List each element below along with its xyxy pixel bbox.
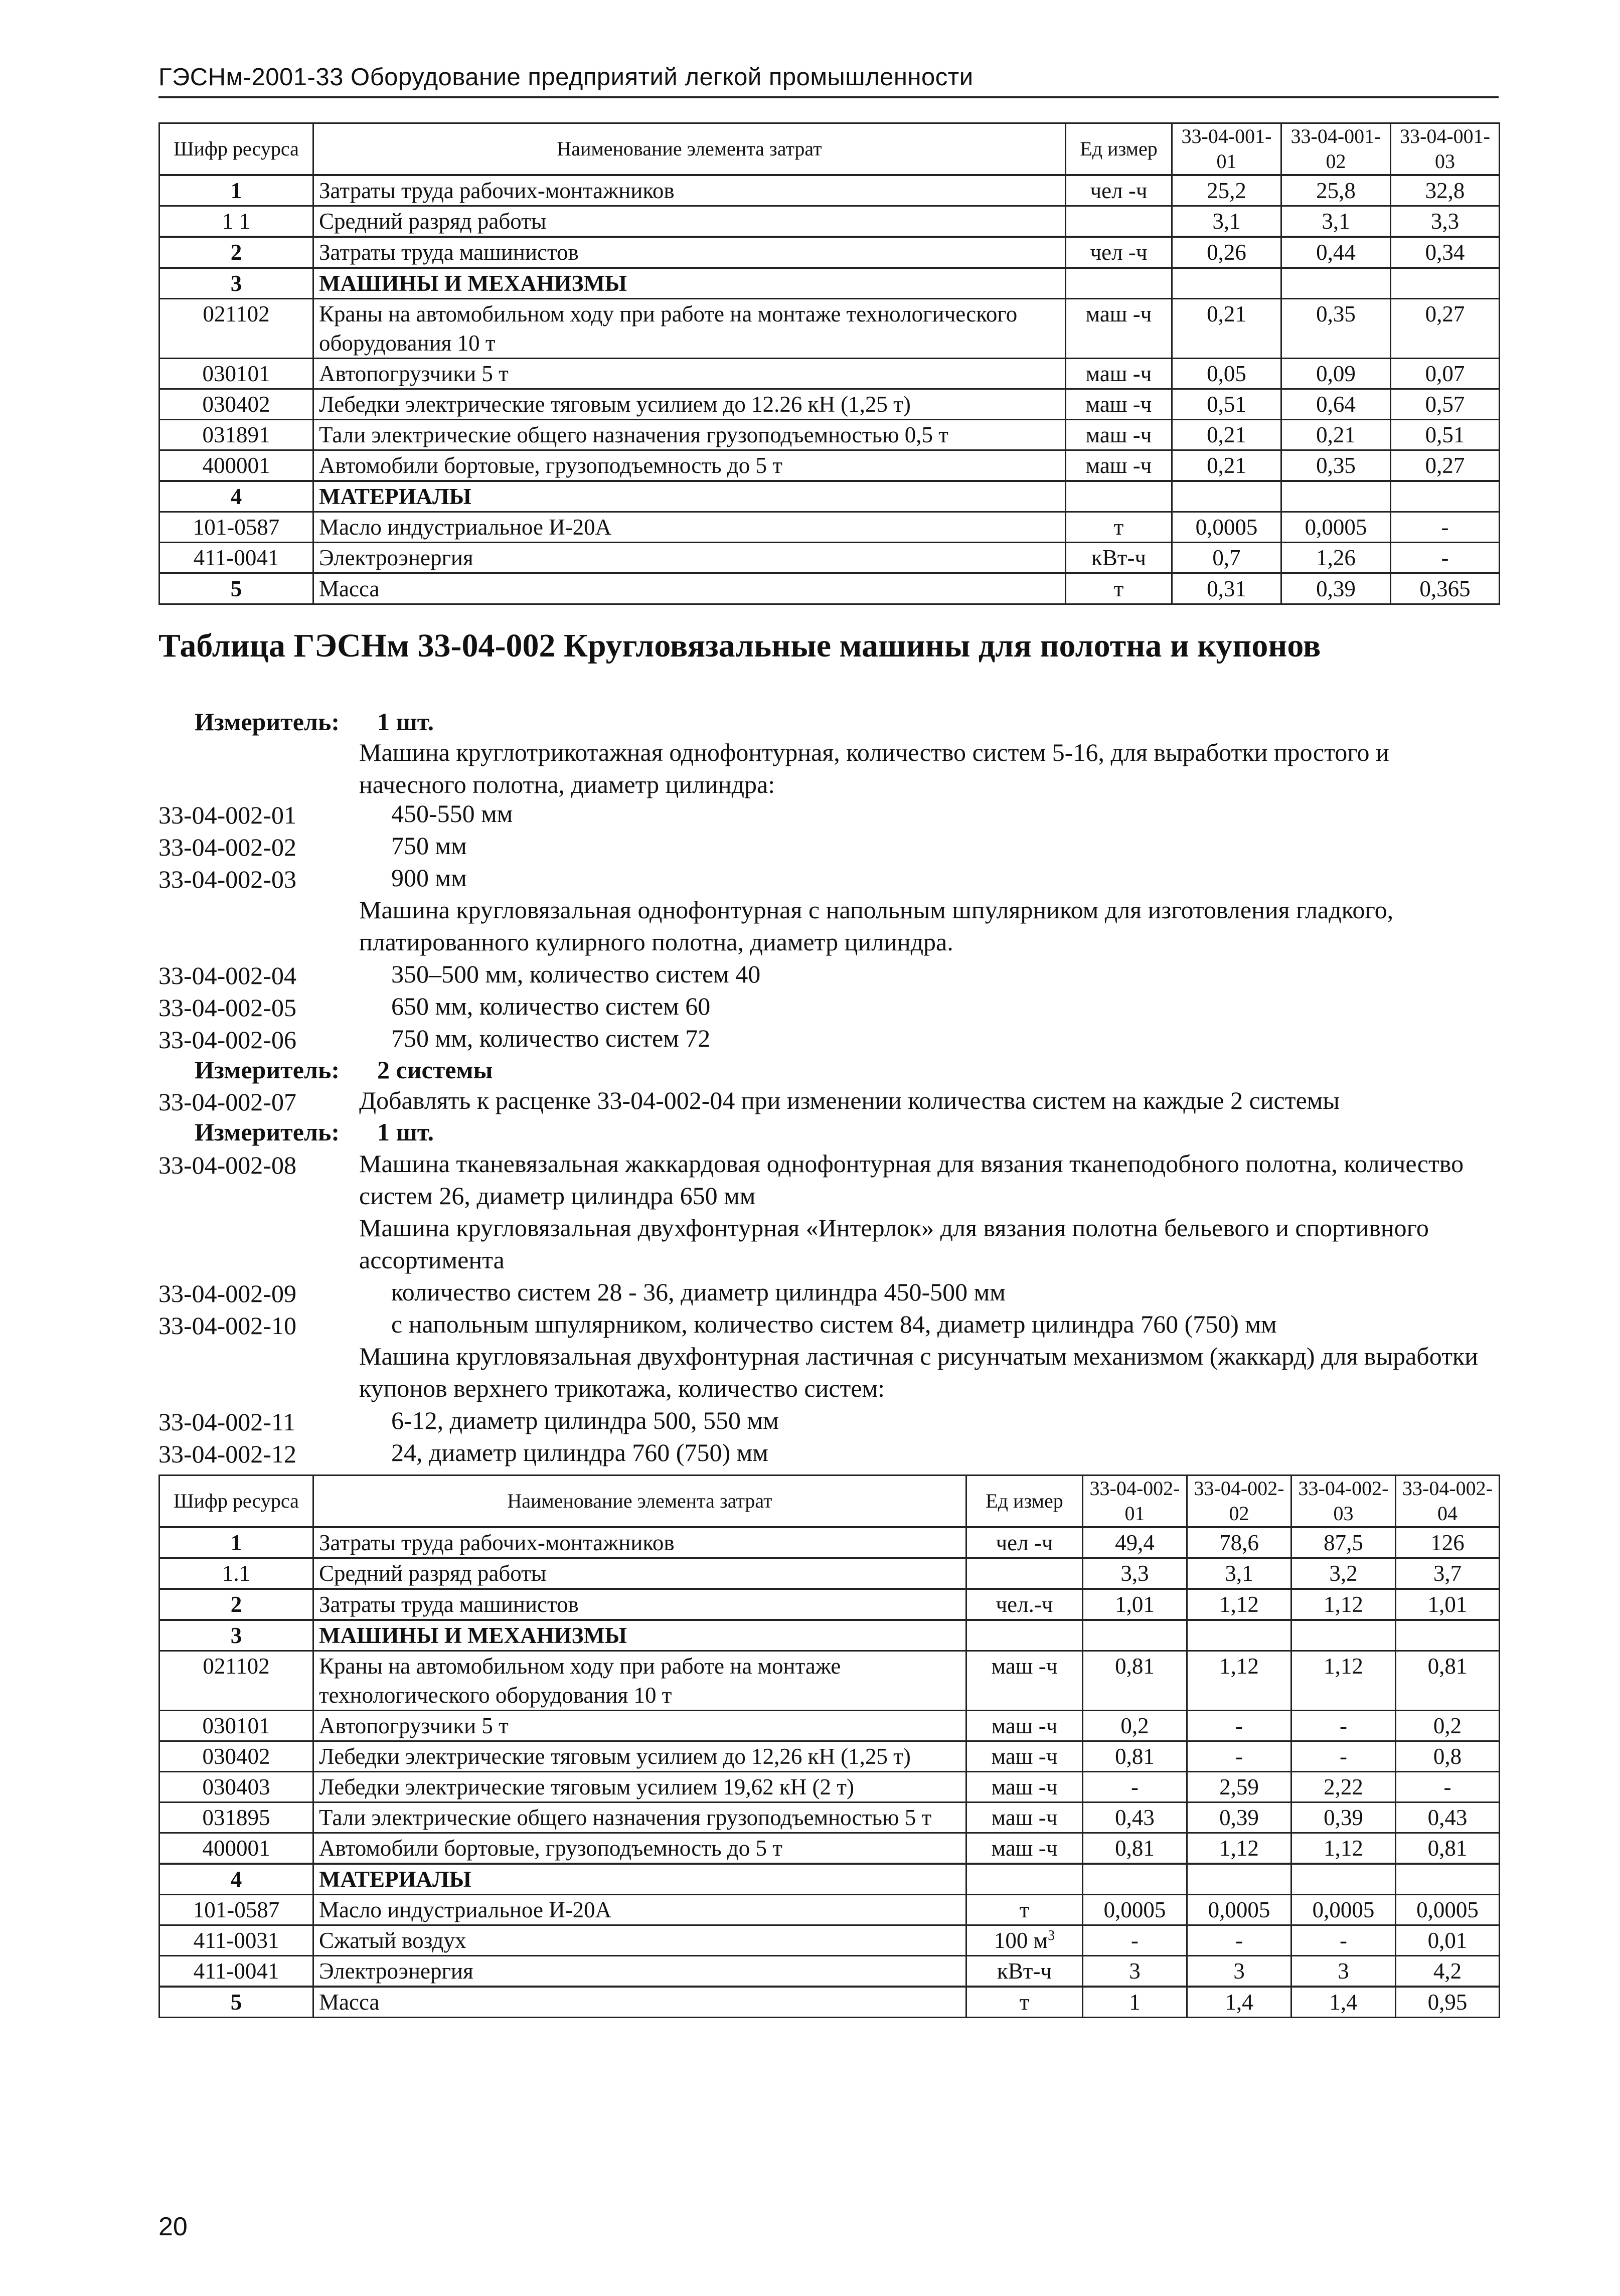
measure-label: Измеритель:	[195, 1056, 340, 1084]
resource-name: Автопогрузчики 5 т	[313, 1711, 966, 1741]
spec-code: 33-04-002-09	[158, 1279, 296, 1307]
resource-name: МАШИНЫ И МЕХАНИЗМЫ	[313, 1620, 966, 1651]
resource-unit: чел -ч	[966, 1527, 1083, 1558]
resource-value	[1281, 481, 1391, 512]
resource-value: 0,64	[1281, 389, 1391, 420]
unit-superscript: 3	[1048, 1928, 1055, 1943]
resource-name: Автомобили бортовые, грузоподъемность до 5 т	[313, 1833, 966, 1864]
resource-unit: маш -ч	[1066, 359, 1172, 389]
resource-value	[1396, 1864, 1500, 1895]
table-row	[159, 389, 1500, 420]
spec-desc: с напольным шпулярником, количество систем 84, диаметр цилиндра 760 (750) мм	[391, 1310, 1277, 1338]
resource-value	[1172, 481, 1281, 512]
header-col-2: 33-04-001-02	[1281, 123, 1391, 176]
resource-code: 2	[159, 237, 313, 268]
table-row	[159, 1987, 1500, 2018]
resource-name: Тали электрические общего назначения грузоподъемностью 0,5 т	[313, 420, 1066, 450]
resource-unit: маш -ч	[1066, 450, 1172, 481]
spec-intro: Машина круглотрикотажная однофонтурная, количество систем 5-16, для выработки простого и начесного полотна, диаметр цилиндра:	[359, 738, 1389, 798]
table-title: Таблица ГЭСНм 33-04-002 Кругловязальные машины для полотна и купонов	[158, 627, 1321, 664]
spec-code: 33-04-002-07	[158, 1088, 296, 1116]
spec-code: 33-04-002-06	[158, 1026, 296, 1054]
resource-unit	[966, 1864, 1083, 1895]
measure-label: Измеритель:	[195, 708, 340, 736]
header-col-1: 33-04-001-01	[1172, 123, 1281, 176]
table-row	[159, 1741, 1500, 1772]
resource-unit: кВт-ч	[1066, 543, 1172, 574]
spec-desc: 350–500 мм, количество систем 40	[391, 960, 761, 988]
resource-value: 0,81	[1396, 1833, 1500, 1864]
resource-value: 0,34	[1391, 237, 1500, 268]
resource-name: Затраты труда машинистов	[313, 1589, 966, 1620]
resource-value: -	[1291, 1711, 1396, 1741]
measure-value: 1 шт.	[377, 708, 434, 736]
header-col-1: 33-04-002-01	[1083, 1475, 1187, 1528]
resource-name: Масло индустриальное И-20А	[313, 1895, 966, 1925]
resource-value: 0,21	[1172, 299, 1281, 359]
resource-value: 0,05	[1172, 359, 1281, 389]
resource-unit: т	[1066, 573, 1172, 604]
resource-value: 0,27	[1391, 450, 1500, 481]
spec-desc: 750 мм	[391, 832, 467, 860]
resource-unit	[966, 1558, 1083, 1589]
spec-desc: 24, диаметр цилиндра 760 (750) мм	[391, 1438, 768, 1466]
spec-intro: Машина кругловязальная двухфонтурная ластичная с рисунчатым механизмом (жаккард) для выработки купонов верхнего трикотажа, количество систем:	[359, 1342, 1478, 1402]
resource-code: 101-0587	[159, 512, 313, 543]
resource-value: 0,0005	[1281, 512, 1391, 543]
resource-unit: маш -ч	[1066, 299, 1172, 359]
resource-name: МАТЕРИАЛЫ	[313, 1864, 966, 1895]
spec-desc: количество систем 28 - 36, диаметр цилиндра 450-500 мм	[391, 1278, 1006, 1306]
resource-value: -	[1396, 1772, 1500, 1802]
resource-value: 0,27	[1391, 299, 1500, 359]
table-row	[159, 1589, 1500, 1620]
resource-value: 0,39	[1187, 1802, 1291, 1833]
resource-code: 101-0587	[159, 1895, 313, 1925]
spec-code: 33-04-002-04	[158, 961, 296, 990]
resource-name: Краны на автомобильном ходу при работе на монтаже технологического оборудования 10 т	[313, 299, 1066, 359]
resource-value: 1,4	[1291, 1987, 1396, 2018]
resource-value: 0,43	[1396, 1802, 1500, 1833]
resource-value	[1083, 1864, 1187, 1895]
resource-code: 3	[159, 268, 313, 299]
spec-desc: 450-550 мм	[391, 799, 513, 828]
resource-name: Автопогрузчики 5 т	[313, 359, 1066, 389]
resource-value: 0,09	[1281, 359, 1391, 389]
resource-unit: маш -ч	[966, 1772, 1083, 1802]
table-row	[159, 237, 1500, 268]
resource-value: 1,26	[1281, 543, 1391, 574]
resource-code: 1	[159, 1527, 313, 1558]
resource-value: 1,12	[1187, 1589, 1291, 1620]
resource-name: Масса	[313, 1987, 966, 2018]
resource-value: -	[1391, 512, 1500, 543]
resource-name: МАТЕРИАЛЫ	[313, 481, 1066, 512]
resource-value: 3,1	[1187, 1558, 1291, 1589]
table-row	[159, 1833, 1500, 1864]
resource-value: 1,12	[1291, 1651, 1396, 1711]
resource-value: -	[1187, 1711, 1291, 1741]
table-row	[159, 1558, 1500, 1589]
resource-value: -	[1291, 1925, 1396, 1956]
resource-value: 1,12	[1187, 1651, 1291, 1711]
resource-value: -	[1083, 1925, 1187, 1956]
table-row	[159, 450, 1500, 481]
resource-value: 3,3	[1083, 1558, 1187, 1589]
resource-unit: кВт-ч	[966, 1956, 1083, 1987]
resource-value: 0,31	[1172, 573, 1281, 604]
resource-code: 4	[159, 481, 313, 512]
resource-value: 32,8	[1391, 175, 1500, 206]
resource-value: -	[1391, 543, 1500, 574]
resource-value: -	[1291, 1741, 1396, 1772]
unit-text: 100 м	[994, 1928, 1048, 1953]
table-row	[159, 420, 1500, 450]
table-row	[159, 1711, 1500, 1741]
resource-value: 0,0005	[1083, 1895, 1187, 1925]
resource-value: 0,26	[1172, 237, 1281, 268]
resource-value: 1,12	[1291, 1589, 1396, 1620]
resource-value: 0,21	[1281, 420, 1391, 450]
resource-name: Средний разряд работы	[313, 1558, 966, 1589]
header-name: Наименование элемента затрат	[313, 123, 1066, 176]
spec-desc: Машина тканевязальная жаккардовая однофонтурная для вязания тканеподобного полотна, количество систем 26, диаметр цилиндра 650 мм	[359, 1150, 1464, 1210]
resource-value: 0,51	[1172, 389, 1281, 420]
resource-value: 0,0005	[1172, 512, 1281, 543]
spec-code: 33-04-002-11	[158, 1408, 296, 1436]
resource-code: 021102	[159, 1651, 313, 1711]
resource-value: 3	[1083, 1956, 1187, 1987]
resource-value: 3,2	[1291, 1558, 1396, 1589]
resource-value: 1,01	[1396, 1589, 1500, 1620]
resource-name: Затраты труда рабочих-монтажников	[313, 175, 1066, 206]
resource-value: 0,7	[1172, 543, 1281, 574]
resource-value: 0,39	[1291, 1802, 1396, 1833]
resource-value: -	[1187, 1925, 1291, 1956]
resource-unit: чел.-ч	[966, 1589, 1083, 1620]
table-row	[159, 1772, 1500, 1802]
resource-code: 1	[159, 175, 313, 206]
resource-value	[1281, 268, 1391, 299]
spec-desc: 900 мм	[391, 864, 467, 892]
resource-value: 4,2	[1396, 1956, 1500, 1987]
spec-code: 33-04-002-12	[158, 1440, 296, 1468]
resource-code: 411-0041	[159, 543, 313, 574]
measure-value: 2 системы	[377, 1056, 493, 1084]
resource-unit: маш -ч	[966, 1711, 1083, 1741]
resource-code: 400001	[159, 450, 313, 481]
resource-value: 1,01	[1083, 1589, 1187, 1620]
resource-code: 031895	[159, 1802, 313, 1833]
resource-value	[1391, 481, 1500, 512]
resource-value: 1,12	[1187, 1833, 1291, 1864]
resource-value: 2,59	[1187, 1772, 1291, 1802]
resource-value: 0,44	[1281, 237, 1391, 268]
spec-desc: 750 мм, количество систем 72	[391, 1024, 711, 1052]
table-row	[159, 206, 1500, 237]
resource-value: 0,2	[1083, 1711, 1187, 1741]
resource-code: 030101	[159, 359, 313, 389]
resource-code: 5	[159, 573, 313, 604]
resource-code: 400001	[159, 1833, 313, 1864]
resource-value: 1	[1083, 1987, 1187, 2018]
spec-code: 33-04-002-01	[158, 801, 296, 829]
table-row	[159, 1895, 1500, 1925]
resource-unit: т	[966, 1987, 1083, 2018]
table-header-row	[159, 123, 1500, 176]
resource-value	[1396, 1620, 1500, 1651]
header-col-2: 33-04-002-02	[1187, 1475, 1291, 1528]
resource-value: 49,4	[1083, 1527, 1187, 1558]
spec-desc: Добавлять к расценке 33-04-002-04 при изменении количества систем на каждые 2 системы	[359, 1086, 1340, 1114]
resource-code: 030402	[159, 389, 313, 420]
spec-code: 33-04-002-05	[158, 994, 296, 1022]
spec-desc: 6-12, диаметр цилиндра 500, 550 мм	[391, 1406, 779, 1434]
resource-unit	[1066, 268, 1172, 299]
header-name: Наименование элемента затрат	[313, 1475, 966, 1528]
resource-code: 411-0031	[159, 1925, 313, 1956]
resource-value: 1,12	[1291, 1833, 1396, 1864]
table-row	[159, 543, 1500, 574]
resource-value: 0,43	[1083, 1802, 1187, 1833]
resource-value	[1291, 1864, 1396, 1895]
resource-name: Краны на автомобильном ходу при работе на монтаже технологического оборудования 10 т	[313, 1651, 966, 1711]
resource-unit: маш -ч	[966, 1741, 1083, 1772]
resource-value: 0,51	[1391, 420, 1500, 450]
resource-name: Затраты труда машинистов	[313, 237, 1066, 268]
resource-value	[1172, 268, 1281, 299]
table-row	[159, 268, 1500, 299]
table-row	[159, 1864, 1500, 1895]
spec-intro: Машина кругловязальная двухфонтурная «Интерлок» для вязания полотна бельевого и спортивного ассортимента	[359, 1214, 1429, 1274]
resource-name: Масло индустриальное И-20А	[313, 512, 1066, 543]
table-row	[159, 1651, 1500, 1711]
measure-value: 1 шт.	[377, 1118, 434, 1146]
resource-value: 87,5	[1291, 1527, 1396, 1558]
resource-value	[1083, 1620, 1187, 1651]
resource-value: 0,0005	[1291, 1895, 1396, 1925]
resource-unit: чел -ч	[1066, 237, 1172, 268]
spec-intro: Машина кругловязальная однофонтурная с напольным шпулярником для изготовления гладкого, платированного кулирного полотна, диаметр цилиндра.	[359, 896, 1394, 956]
resource-value: 0,35	[1281, 450, 1391, 481]
resource-value: 0,01	[1396, 1925, 1500, 1956]
resource-value: -	[1083, 1772, 1187, 1802]
resource-unit: маш -ч	[966, 1833, 1083, 1864]
resource-value: 0,365	[1391, 573, 1500, 604]
resource-name: Затраты труда рабочих-монтажников	[313, 1527, 966, 1558]
resource-value: 126	[1396, 1527, 1500, 1558]
resource-value: 0,81	[1083, 1833, 1187, 1864]
resource-code: 4	[159, 1864, 313, 1895]
resource-code: 411-0041	[159, 1956, 313, 1987]
resource-value: 2,22	[1291, 1772, 1396, 1802]
resource-value: 0,07	[1391, 359, 1500, 389]
spec-code: 33-04-002-08	[158, 1151, 296, 1179]
resource-code: 030402	[159, 1741, 313, 1772]
resource-value: -	[1187, 1741, 1291, 1772]
resource-value: 0,21	[1172, 420, 1281, 450]
resource-value: 3,1	[1172, 206, 1281, 237]
table-row	[159, 1956, 1500, 1987]
table-row	[159, 299, 1500, 359]
resource-name: Тали электрические общего назначения грузоподъемностью 5 т	[313, 1802, 966, 1833]
resource-code: 5	[159, 1987, 313, 2018]
resource-unit	[1066, 206, 1172, 237]
resource-value: 3,1	[1281, 206, 1391, 237]
header-col-3: 33-04-001-03	[1391, 123, 1500, 176]
resource-unit	[966, 1620, 1083, 1651]
resource-value: 78,6	[1187, 1527, 1291, 1558]
resource-value: 3	[1187, 1956, 1291, 1987]
resource-value: 0,8	[1396, 1741, 1500, 1772]
resource-value: 0,81	[1396, 1651, 1500, 1711]
resource-name: Сжатый воздух	[313, 1925, 966, 1956]
resource-value: 0,95	[1396, 1987, 1500, 2018]
resource-value: 25,8	[1281, 175, 1391, 206]
resource-code: 2	[159, 1589, 313, 1620]
table-row	[159, 1802, 1500, 1833]
spec-code: 33-04-002-02	[158, 833, 296, 861]
table-row	[159, 1925, 1500, 1956]
header-unit: Ед измер	[1066, 123, 1172, 176]
resource-unit: маш -ч	[1066, 420, 1172, 450]
spec-desc: 650 мм, количество систем 60	[391, 992, 711, 1020]
resource-value: 0,2	[1396, 1711, 1500, 1741]
resource-name: Лебедки электрические тяговым усилием до 12,26 кН (1,25 т)	[313, 1741, 966, 1772]
resource-value: 0,0005	[1187, 1895, 1291, 1925]
resource-name: Автомобили бортовые, грузоподъемность до 5 т	[313, 450, 1066, 481]
resource-name: Лебедки электрические тяговым усилием 19,62 кН (2 т)	[313, 1772, 966, 1802]
spec-code: 33-04-002-10	[158, 1311, 296, 1340]
resource-value: 0,0005	[1396, 1895, 1500, 1925]
resource-unit	[966, 1925, 1083, 1956]
resource-unit: маш -ч	[1066, 389, 1172, 420]
resource-value	[1391, 268, 1500, 299]
header-code: Шифр ресурса	[159, 123, 313, 176]
measure-label: Измеритель:	[195, 1118, 340, 1146]
resource-code: 1.1	[159, 1558, 313, 1589]
resource-unit	[1066, 481, 1172, 512]
resource-table-1	[158, 122, 1500, 605]
header-unit: Ед измер	[966, 1475, 1083, 1528]
resource-value: 0,57	[1391, 389, 1500, 420]
resource-code: 030101	[159, 1711, 313, 1741]
table-row	[159, 481, 1500, 512]
table-row	[159, 1620, 1500, 1651]
resource-value: 0,81	[1083, 1741, 1187, 1772]
page-header: ГЭСНм-2001-33 Оборудование предприятий легкой промышленности	[158, 63, 1499, 98]
resource-value: 0,39	[1281, 573, 1391, 604]
resource-name: Электроэнергия	[313, 543, 1066, 574]
table-header-row	[159, 1475, 1500, 1528]
resource-unit: чел -ч	[1066, 175, 1172, 206]
resource-value	[1187, 1620, 1291, 1651]
resource-unit: маш -ч	[966, 1802, 1083, 1833]
table-row	[159, 573, 1500, 604]
resource-unit: т	[966, 1895, 1083, 1925]
resource-table-2	[158, 1474, 1500, 2018]
header-col-4: 33-04-002-04	[1396, 1475, 1500, 1528]
resource-name: МАШИНЫ И МЕХАНИЗМЫ	[313, 268, 1066, 299]
resource-code: 3	[159, 1620, 313, 1651]
resource-value: 0,81	[1083, 1651, 1187, 1711]
resource-value: 0,35	[1281, 299, 1391, 359]
header-code: Шифр ресурса	[159, 1475, 313, 1528]
resource-code: 1 1	[159, 206, 313, 237]
resource-value: 0,21	[1172, 450, 1281, 481]
resource-code: 031891	[159, 420, 313, 450]
header-col-3: 33-04-002-03	[1291, 1475, 1396, 1528]
resource-value: 3,3	[1391, 206, 1500, 237]
resource-name: Масса	[313, 573, 1066, 604]
page-number: 20	[158, 2212, 188, 2241]
resource-value: 25,2	[1172, 175, 1281, 206]
table-row	[159, 1527, 1500, 1558]
resource-name: Лебедки электрические тяговым усилием до 12.26 кН (1,25 т)	[313, 389, 1066, 420]
table-row	[159, 512, 1500, 543]
resource-unit: маш -ч	[966, 1651, 1083, 1711]
resource-code: 021102	[159, 299, 313, 359]
spec-code: 33-04-002-03	[158, 865, 296, 893]
resource-code: 030403	[159, 1772, 313, 1802]
resource-value: 3,7	[1396, 1558, 1500, 1589]
resource-name: Средний разряд работы	[313, 206, 1066, 237]
resource-value	[1291, 1620, 1396, 1651]
resource-value	[1187, 1864, 1291, 1895]
resource-unit: т	[1066, 512, 1172, 543]
resource-value: 3	[1291, 1956, 1396, 1987]
resource-name: Электроэнергия	[313, 1956, 966, 1987]
resource-value: 1,4	[1187, 1987, 1291, 2018]
table-row	[159, 359, 1500, 389]
table-row	[159, 175, 1500, 206]
